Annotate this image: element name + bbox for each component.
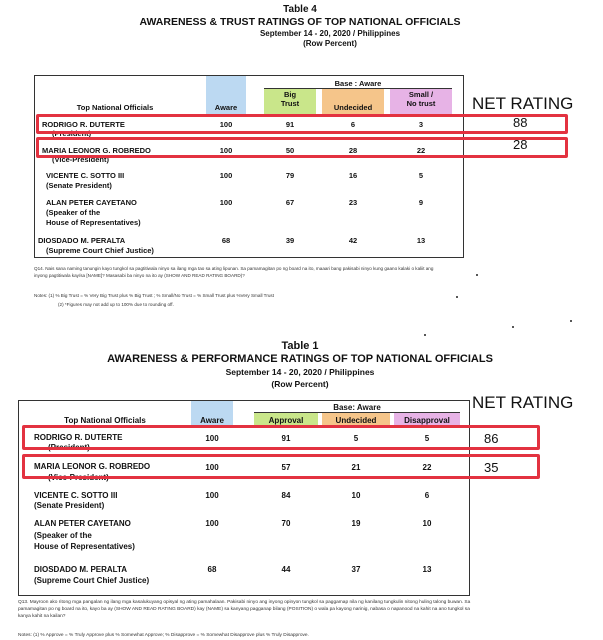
disapproval-value: 10 xyxy=(422,519,432,528)
undecided-value: 10 xyxy=(351,491,361,500)
table4-base-label: Base : Aware xyxy=(334,79,382,88)
table4-heading: AWARENESS & TRUST RATINGS OF TOP NATIONAL OFFICIALS xyxy=(139,16,461,28)
speck xyxy=(456,296,458,298)
undecided-value: 28 xyxy=(348,146,358,155)
table4-header-aware: Aware xyxy=(214,103,238,112)
aware-value: 100 xyxy=(205,463,219,472)
speck xyxy=(424,334,426,336)
undecided-value: 21 xyxy=(351,463,361,472)
official-name: RODRIGO R. DUTERTE xyxy=(42,120,125,129)
undecided-value: 5 xyxy=(353,434,359,443)
official-name: ALAN PETER CAYETANO xyxy=(46,198,137,207)
official-name: DIOSDADO M. PERALTA xyxy=(38,236,126,245)
undecided-value: 16 xyxy=(348,171,358,180)
table4-dates: September 14 - 20, 2020 / Philippines xyxy=(259,29,401,38)
official-role: (Vice-President) xyxy=(48,473,109,482)
speck xyxy=(570,320,572,322)
official-name: ALAN PETER CAYETANO xyxy=(34,519,131,528)
small-trust-value: 9 xyxy=(418,198,424,207)
disapproval-value: 6 xyxy=(424,491,430,500)
table1-base-line xyxy=(254,412,460,413)
table1-question: Q13. Mayroon ako ritong mga pangalan ng ilang mga kasalukuyang opisyal ng ating pamahalaan. Pakisabi ninyo ang inyong opinyon tungkol sa paggamap nila ng kanilang tungkulin nitong huling talong buwan. Sa pamamagitan po ng board na ito, kayo ba ay (SHOW AND READ RATING BOARD) kay (NAME) sa kanyang pagganap bilang (POSITION) o wala pa kayong narinig, nabasa o napanood na kahit na ano tungkol sa kanya kahit na kailan? xyxy=(18,600,471,619)
table4-net-rating-label: NET RATING xyxy=(472,94,574,113)
table4-header-officials: Top National Officials xyxy=(76,103,154,112)
aware-value: 100 xyxy=(219,171,233,180)
table1-header-approval: Approval xyxy=(268,416,304,425)
aware-value: 100 xyxy=(205,491,219,500)
undecided-value: 6 xyxy=(350,120,356,129)
table1-highlight-duterte xyxy=(22,425,540,450)
table1-notes: Notes: (1) % Approve = % Truly Approve plus % Somewhat Approve; % Disapprove = % Somewhat Disapprove plus % Truly Disapprove. xyxy=(18,633,309,638)
table1-net-duterte: 86 xyxy=(484,431,499,446)
table1-net-robredo: 35 xyxy=(484,460,499,475)
official-name: MARIA LEONOR G. ROBREDO xyxy=(34,462,151,471)
table4-question: Q14. Nais sana naming tanungin kayo tungkol sa pagtitiwala ninyo sa ilang mga tao sa ating lipunan. Sa pamamagitan po ng board na ito, maaari bang pakisabi ninyo kung gaano kalaki o kaliit ang inyong pagtitiwala kay/sa [NAME]? Masasabi ba ninyo na ito ay (SHOW AND READ RATING BOARD)? xyxy=(34,266,434,278)
aware-value: 100 xyxy=(205,434,219,443)
undecided-value: 23 xyxy=(348,198,358,207)
table4-highlight-robredo xyxy=(36,137,568,158)
table4-header-undecided: Undecided xyxy=(333,103,373,112)
speck xyxy=(476,274,478,276)
table1-header-disapproval: Disapproval xyxy=(404,416,450,425)
official-role: (Speaker of the House of Representatives) xyxy=(34,531,135,551)
table1-header-aware: Aware xyxy=(200,416,224,425)
table1-row-percent: (Row Percent) xyxy=(271,379,329,389)
table1-header-officials: Top National Officials xyxy=(64,416,146,425)
disapproval-value: 13 xyxy=(422,565,432,574)
table1-header-undecided: Undecided xyxy=(335,416,377,425)
undecided-value: 37 xyxy=(351,565,361,574)
table4-header-big: Big Trust xyxy=(280,90,300,108)
table4-highlight-duterte xyxy=(36,114,568,134)
aware-value: 100 xyxy=(219,198,233,207)
table4-net-robredo: 28 xyxy=(513,137,528,152)
aware-value: 68 xyxy=(221,236,231,245)
table4-title: Table 4 xyxy=(283,4,317,15)
big-trust-value: 67 xyxy=(285,198,295,207)
table1-net-rating-label: NET RATING xyxy=(472,393,574,412)
table1-highlight-robredo xyxy=(22,454,540,479)
disapproval-value: 5 xyxy=(424,434,430,443)
official-role: (Supreme Court Chief Justice) xyxy=(46,246,154,255)
big-trust-value: 91 xyxy=(285,120,295,129)
undecided-value: 42 xyxy=(348,236,358,245)
small-trust-value: 13 xyxy=(416,236,426,245)
approval-value: 91 xyxy=(281,434,291,443)
table4-header-small: Small / No trust xyxy=(406,90,436,108)
table4-notes: Notes: (1) % Big Trust = % Very Big Trust plus % Big Trust ; % Small/No Trust = % Small Trust plus %Very Small Trust xyxy=(34,293,274,298)
table4-notes-2: (2) *Figures may not add up to 100% due to rounding off. xyxy=(58,302,174,307)
aware-value: 100 xyxy=(205,519,219,528)
small-trust-value: 22 xyxy=(416,146,426,155)
big-trust-value: 39 xyxy=(285,236,295,245)
approval-value: 44 xyxy=(281,565,291,574)
table1-base-label: Base: Aware xyxy=(333,403,381,412)
table4-net-duterte: 88 xyxy=(513,115,528,130)
big-trust-value: 50 xyxy=(285,146,295,155)
official-role: (President) xyxy=(52,129,92,138)
approval-value: 57 xyxy=(281,463,291,472)
official-name: DIOSDADO M. PERALTA xyxy=(34,565,128,574)
table4-base-line xyxy=(264,88,452,89)
speck xyxy=(512,326,514,328)
approval-value: 70 xyxy=(281,519,291,528)
official-role: (Supreme Court Chief Justice) xyxy=(34,576,150,585)
approval-value: 84 xyxy=(281,491,291,500)
official-role: (President) xyxy=(48,443,90,452)
official-role: (Speaker of the House of Representatives) xyxy=(46,208,141,227)
official-name: VICENTE C. SOTTO III xyxy=(34,491,118,500)
aware-value: 100 xyxy=(219,120,233,129)
small-trust-value: 3 xyxy=(418,120,424,129)
aware-value: 68 xyxy=(207,565,217,574)
big-trust-value: 79 xyxy=(285,171,295,180)
aware-value: 100 xyxy=(219,146,233,155)
disapproval-value: 22 xyxy=(422,463,432,472)
official-name: RODRIGO R. DUTERTE xyxy=(34,433,123,442)
small-trust-value: 5 xyxy=(418,171,424,180)
table1-dates: September 14 - 20, 2020 / Philippines xyxy=(225,367,375,377)
official-role: (Senate President) xyxy=(34,501,105,510)
official-role: (Vice-President) xyxy=(52,155,109,164)
table4-row-percent: (Row Percent) xyxy=(303,39,357,48)
official-name: MARIA LEONOR G. ROBREDO xyxy=(42,146,151,155)
table1-title: Table 1 xyxy=(281,340,319,352)
undecided-value: 19 xyxy=(351,519,361,528)
official-name: VICENTE C. SOTTO III xyxy=(46,171,125,180)
table1-heading: AWARENESS & PERFORMANCE RATINGS OF TOP NATIONAL OFFICIALS xyxy=(107,353,493,365)
official-role: (Senate President) xyxy=(46,181,112,190)
